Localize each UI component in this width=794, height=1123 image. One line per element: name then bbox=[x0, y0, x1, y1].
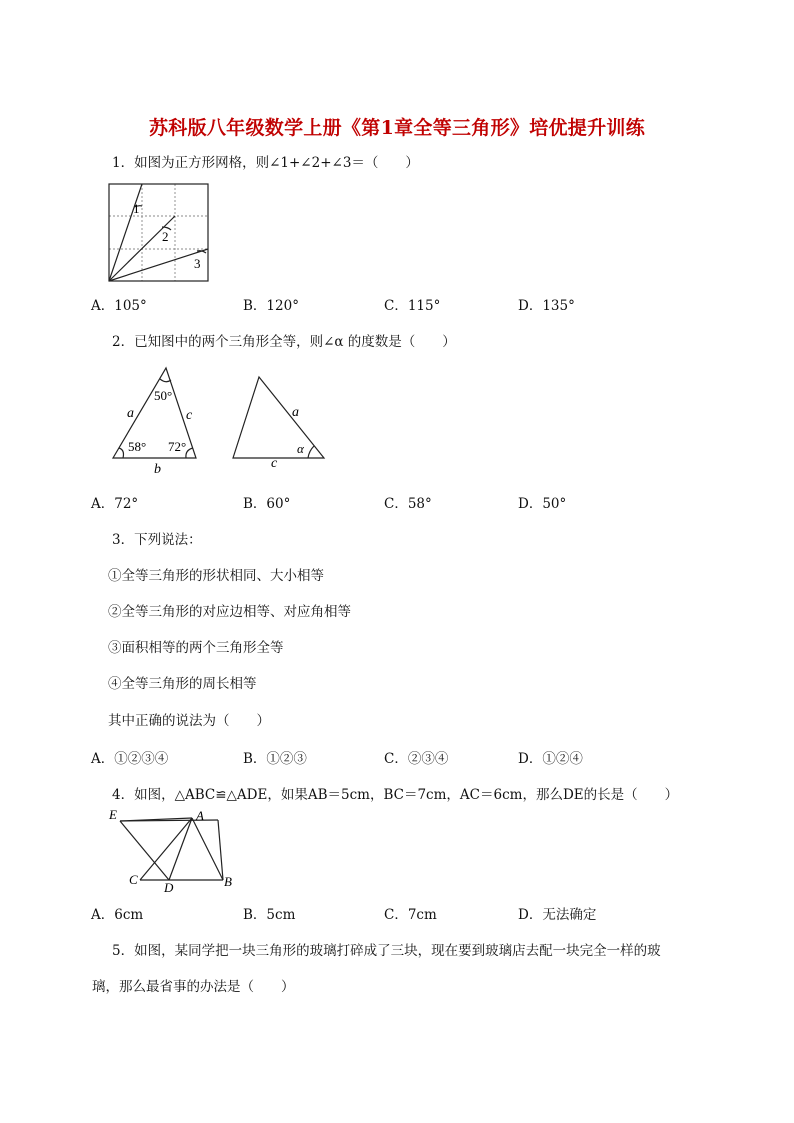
left-bottom-right-angle: 72° bbox=[168, 439, 187, 454]
question-3-statement-3: ③面积相等的两个三角形全等 bbox=[108, 640, 284, 656]
question-3-option-a[interactable]: A．①②③④ bbox=[91, 751, 169, 767]
question-2-stem: 2．已知图中的两个三角形全等，则∠α 的度数是（ ） bbox=[112, 334, 456, 350]
question-1-option-c[interactable]: C．115° bbox=[384, 298, 441, 314]
point-b-label: B bbox=[224, 874, 232, 889]
angle-label-1: 1 bbox=[133, 201, 140, 216]
question-1-option-a[interactable]: A．105° bbox=[91, 298, 147, 314]
question-4-option-d[interactable]: D．无法确定 bbox=[518, 907, 597, 923]
left-side-c: c bbox=[186, 408, 193, 423]
right-angle-alpha: α bbox=[297, 441, 304, 456]
question-3-statement-2: ②全等三角形的对应边相等、对应角相等 bbox=[108, 604, 351, 620]
question-1-grid-figure bbox=[108, 183, 212, 285]
question-4-option-c[interactable]: C．7cm bbox=[384, 907, 437, 923]
question-4-stem: 4．如图，△ABC≌△ADE，如果AB＝5cm，BC＝7cm，AC＝6cm，那么DE的长是（ ） bbox=[112, 787, 679, 803]
left-side-b: b bbox=[154, 462, 161, 477]
left-bottom-left-angle: 58° bbox=[128, 439, 147, 454]
angle-label-3: 3 bbox=[194, 256, 201, 271]
question-5-stem-line-2: 璃，那么最省事的办法是（ ） bbox=[92, 979, 295, 995]
question-1-option-d[interactable]: D．135° bbox=[518, 298, 575, 314]
point-a-label: A bbox=[196, 808, 204, 823]
question-2-option-a[interactable]: A．72° bbox=[91, 496, 139, 512]
question-4-triangle-figure bbox=[104, 806, 238, 894]
question-3-stem: 3．下列说法： bbox=[112, 532, 202, 548]
point-c-label: C bbox=[129, 872, 138, 887]
question-3-statement-4: ④全等三角形的周长相等 bbox=[108, 676, 257, 692]
angle-label-2: 2 bbox=[162, 229, 169, 244]
question-3-option-d[interactable]: D．①②④ bbox=[518, 751, 583, 767]
question-2-option-b[interactable]: B．60° bbox=[243, 496, 291, 512]
question-4-option-a[interactable]: A．6cm bbox=[91, 907, 144, 923]
question-2-option-c[interactable]: C．58° bbox=[384, 496, 432, 512]
question-2-triangles-figure bbox=[104, 362, 334, 478]
point-d-label: D bbox=[164, 880, 174, 894]
question-3-conclusion: 其中正确的说法为（ ） bbox=[108, 713, 270, 729]
question-3-statement-1: ①全等三角形的形状相同、大小相等 bbox=[108, 568, 324, 584]
point-e-label: E bbox=[109, 807, 117, 822]
question-3-option-b[interactable]: B．①②③ bbox=[243, 751, 307, 767]
right-side-a: a bbox=[292, 405, 299, 420]
page-title: 苏科版八年级数学上册《第1章全等三角形》培优提升训练 bbox=[148, 117, 646, 139]
left-top-angle: 50° bbox=[154, 388, 173, 403]
question-1-option-b[interactable]: B．120° bbox=[243, 298, 299, 314]
left-side-a: a bbox=[127, 406, 134, 421]
question-1-stem: 1．如图为正方形网格，则∠1+∠2+∠3＝（ ） bbox=[112, 155, 419, 171]
question-4-option-b[interactable]: B．5cm bbox=[243, 907, 296, 923]
question-2-option-d[interactable]: D．50° bbox=[518, 496, 567, 512]
question-3-option-c[interactable]: C．②③④ bbox=[384, 751, 449, 767]
question-5-stem-line-1: 5．如图，某同学把一块三角形的玻璃打碎成了三块，现在要到玻璃店去配一块完全一样的玻 bbox=[112, 943, 661, 959]
right-side-c: c bbox=[271, 456, 278, 471]
